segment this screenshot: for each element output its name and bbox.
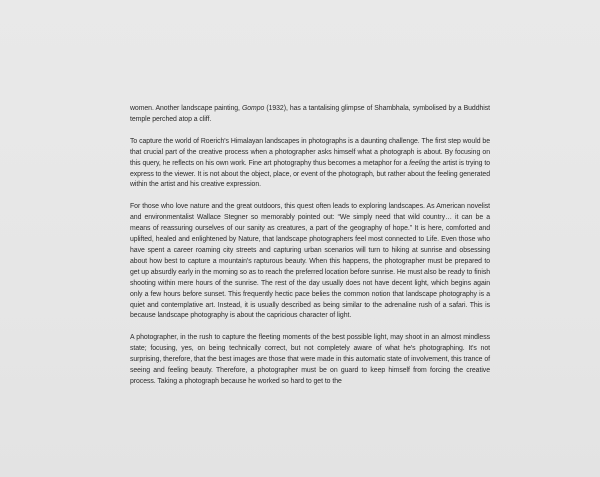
paragraph-1 bbox=[130, 104, 490, 126]
paragraph-2 bbox=[130, 137, 490, 192]
paragraph-3 bbox=[130, 202, 490, 322]
text-segment: For those who love nature and the great outdoors, this quest often leads to exploring landscapes. As American novelist and environmentalist Wallace Stegner so memorably pointed out: “We simply need that wild country… it can be a means of reassuring ourselves of our sanity as creatures, a part of the geography of hope.” It is here, comforted and uplifted, healed and enlightened by Nature, that landscape photographers feel most connected to Life. Even those who have spent a career roaming city streets and capturing urban scenarios will turn to hiking at sunrise and obsessing about how best to capture a mountain's rapturous beauty. When this happens, the photographer must be prepared to get up absurdly early in the morning so as to reach the preferred location before sunrise. He must also be ready to finish shooting within mere hours of the sunrise. The rest of the day usually does not have decent light, which begins again only a few hours before sunset. This frequently hectic pace belies the common notion that landscape photography is a quiet and contemplative art. Instead, it is usually described as being similar to the adrenaline rush of a safari. This is because landscape photography is about the capricious character of light. bbox=[130, 203, 490, 320]
text-segment-italic: Gompo bbox=[241, 105, 265, 112]
paragraph-4 bbox=[130, 333, 490, 388]
body-text bbox=[130, 104, 490, 388]
text-segment: To capture the world of Roerich's Himalayan landscapes in photographs is a daunting challenge. The first step would be that crucial part of the creative process when a photographer asks himself what a photograph is about. By focusing on this query, he reflects on his own work. Fine art photography thus becomes a metaphor for a bbox=[130, 137, 490, 167]
text-segment: women. Another landscape painting, bbox=[130, 105, 242, 112]
text-segment: the artist is trying to express to the viewer. It is not about the object, place, or event of the photograph, but rather about the feeling generated within the artist and his creative expression. bbox=[130, 159, 490, 189]
text-segment: (1932), has a tantalising glimpse of Shambhala, symbolised by a Buddhist temple perched atop a cliff. bbox=[130, 105, 491, 123]
text-segment: A photographer, in the rush to capture the fleeting moments of the best possible light, may shoot in an almost mindless state; focusing, yes, on being technically correct, but not completely aware of what he's photographing. It's not surprising, therefore, that the best images are those that were made in this automatic state of involvement, this trance of seeing and feeling beauty. Therefore, a photographer must be on guard to keep himself from forcing the creative process. Taking a photograph because he worked so hard to get to the bbox=[130, 334, 490, 385]
text-segment-italic: feeling bbox=[409, 159, 430, 167]
